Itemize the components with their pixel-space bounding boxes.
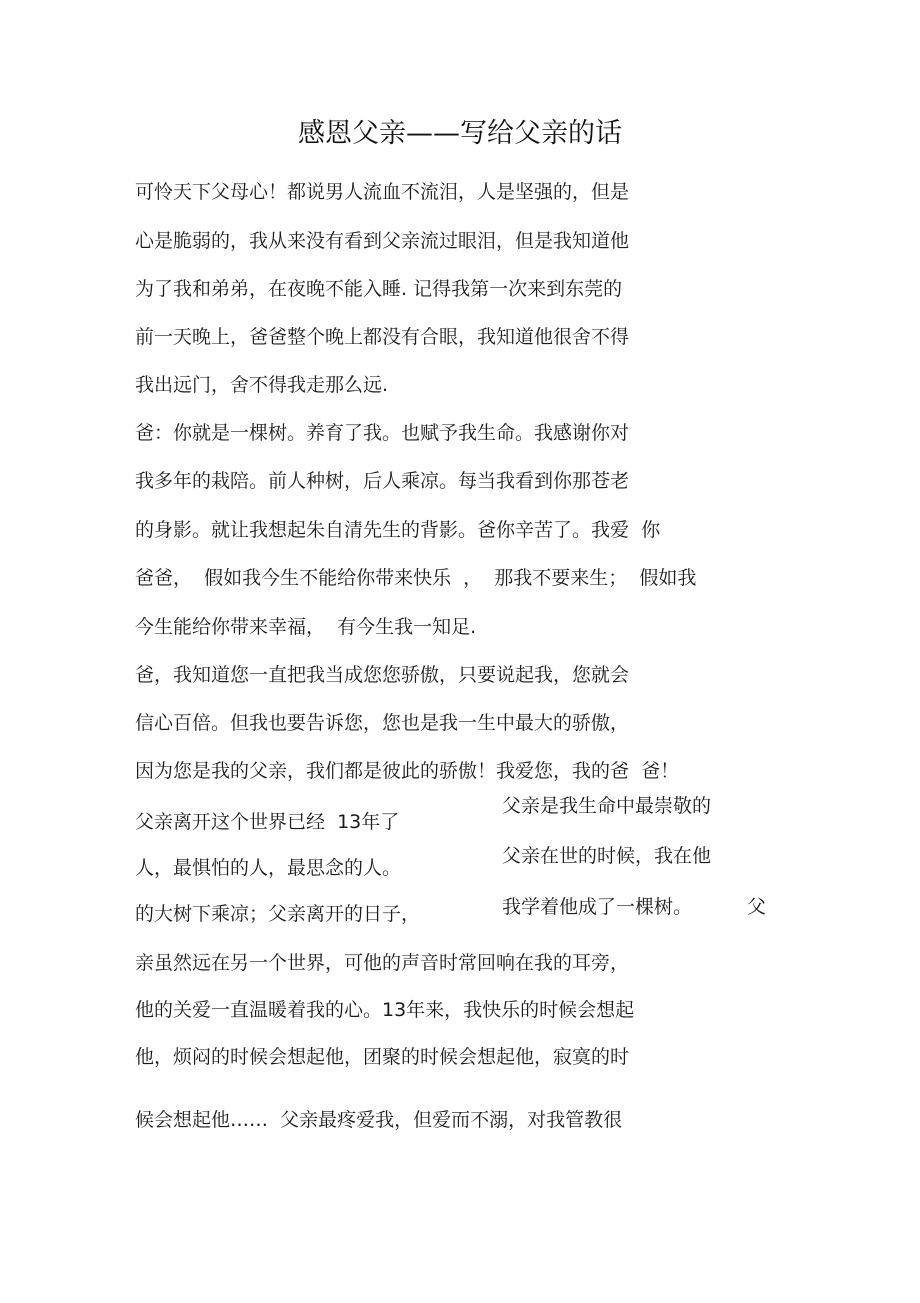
paragraph-line: 爸，我知道您一直把我当成您您骄傲，只要说起我，您就会 xyxy=(135,664,630,686)
split-right-line: 父亲是我生命中最崇敬的 xyxy=(502,795,712,817)
paragraph-line: 我出远门，舍不得我走那么远. xyxy=(135,374,389,396)
paragraph-line: 亲虽然远在另一个世界，可他的声音时常回响在我的耳旁， xyxy=(135,952,630,974)
split-left-line: 父亲离开这个世界已经 13年了 xyxy=(135,811,400,833)
paragraph-line: 我多年的栽陪。前人种树，后人乘凉。每当我看到你那苍老 xyxy=(135,470,630,492)
split-right-extra: 父 xyxy=(747,896,767,918)
split-left-line: 的大树下乘凉；父亲离开的日子， xyxy=(135,903,421,925)
paragraph-line: 信心百倍。但我也要告诉您，您也是我一生中最大的骄傲， xyxy=(135,712,630,734)
document-title: 感恩父亲——写给父亲的话 xyxy=(298,118,622,149)
split-right-line: 父亲在世的时候，我在他 xyxy=(502,845,712,867)
paragraph-line: 心是脆弱的，我从来没有看到父亲流过眼泪，但是我知道他 xyxy=(135,230,630,252)
split-right-line: 我学着他成了一棵树。 xyxy=(502,896,693,918)
paragraph-line: 的身影。就让我想起朱自清先生的背影。爸你辛苦了。我爱 你 xyxy=(135,519,661,541)
paragraph-line: 今生能给你带来幸福， 有今生我一知足. xyxy=(135,616,477,638)
split-left-line: 人，最惧怕的人，最思念的人。 xyxy=(135,857,402,879)
paragraph-line: 爸：你就是一棵树。养育了我。也赋予我生命。我感谢你对 xyxy=(135,422,630,444)
paragraph-line: 因为您是我的父亲，我们都是彼此的骄傲！我爱您，我的爸 爸！ xyxy=(135,760,680,782)
paragraph-line: 他，烦闷的时候会想起他，团聚的时候会想起他，寂寞的时 xyxy=(135,1046,630,1068)
paragraph-line: 候会想起他…… 父亲最疼爱我，但爱而不溺，对我管教很 xyxy=(135,1109,623,1131)
paragraph-line: 为了我和弟弟，在夜晚不能入睡. 记得我第一次来到东莞的 xyxy=(135,278,623,300)
paragraph-line: 前一天晚上，爸爸整个晚上都没有合眼，我知道他很舍不得 xyxy=(135,326,630,348)
paragraph-line: 爸爸， 假如我今生不能给你带来快乐 ， 那我不要来生； 假如我 xyxy=(135,567,697,589)
paragraph-line: 他的关爱一直温暖着我的心。13年来，我快乐的时候会想起 xyxy=(135,999,635,1021)
paragraph-line: 可怜天下父母心！都说男人流血不流泪，人是坚强的，但是 xyxy=(135,181,630,203)
